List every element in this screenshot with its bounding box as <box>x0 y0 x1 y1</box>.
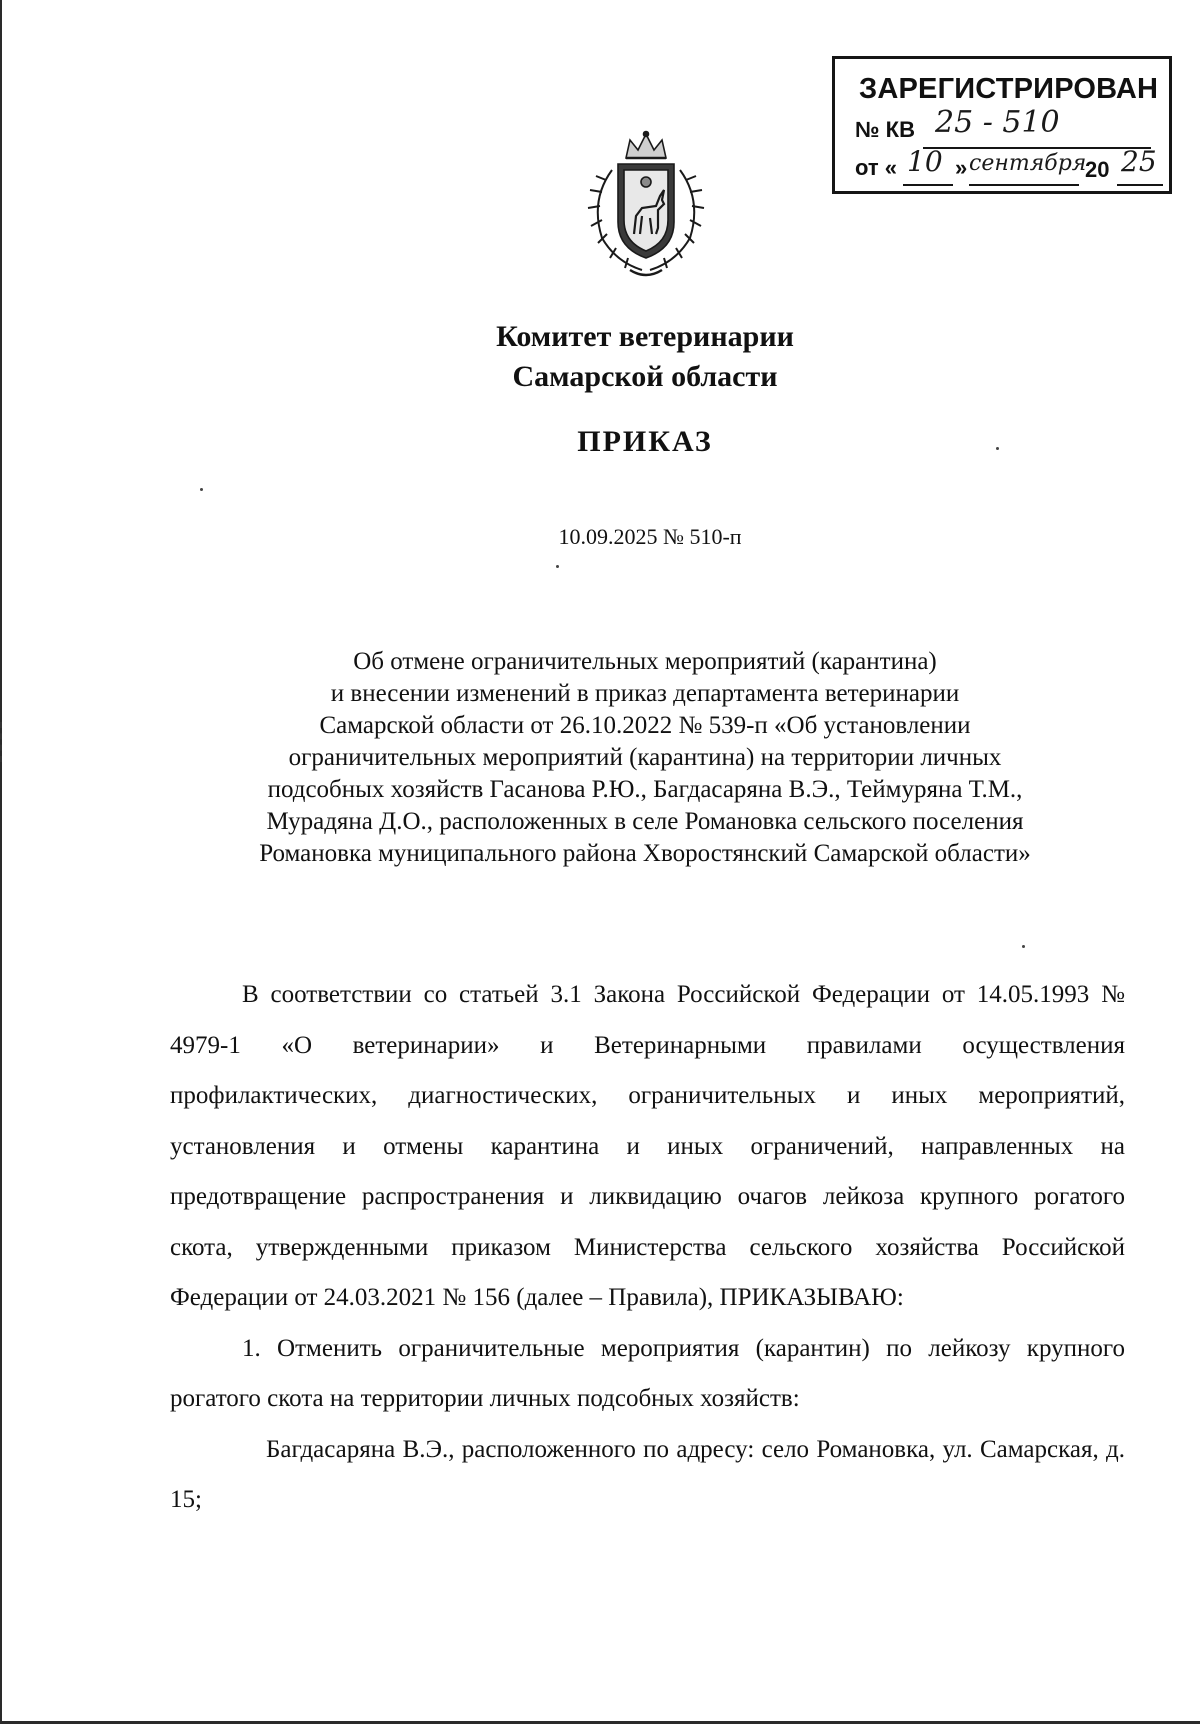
stamp-date-prefix: от « <box>855 155 898 180</box>
stamp-title: ЗАРЕГИСТРИРОВАН <box>859 73 1159 105</box>
order-body <box>170 970 1125 1526</box>
item-1-paragraph: 1. Отменить ограничительные мероприятия (карантин) по лейкозу крупного рогатого скота на территории личных подсобных хозяйств: <box>170 1334 1125 1412</box>
stamp-number-label: № КВ <box>855 117 915 142</box>
stamp-date-mid: » <box>955 155 968 180</box>
stamp-date-row <box>855 155 897 181</box>
subject-line: Мурадяна Д.О., расположенных в селе Романовка сельского поселения <box>266 808 1024 835</box>
order-subject <box>160 646 1130 870</box>
stamp-day-handwritten: 10 <box>907 145 943 178</box>
stamp-year-prefix: 20 <box>1085 157 1110 182</box>
stamp-number-line <box>923 147 1151 149</box>
stamp-month-line <box>969 184 1079 186</box>
subject-line: и внесении изменений в приказ департамента ветеринарии <box>330 680 960 707</box>
registration-stamp <box>832 56 1172 194</box>
scan-speck <box>1022 945 1025 948</box>
subject-line: Романовка муниципального района Хворостянский Самарской области» <box>259 840 1031 867</box>
scan-edge-left <box>0 0 2 1724</box>
stamp-year-handwritten: 25 <box>1121 145 1157 178</box>
punch-marks <box>0 722 6 762</box>
stamp-number-row <box>855 117 915 143</box>
subject-line: Об отмене ограничительных мероприятий (карантина) <box>353 648 937 675</box>
stamp-day-line <box>903 184 953 186</box>
scan-speck <box>996 447 999 450</box>
subject-line: ограничительных мероприятий (карантина) на территории личных <box>288 744 1002 771</box>
stamp-year-line <box>1117 184 1163 186</box>
organization-name-line1: Комитет ветеринарии <box>496 320 794 353</box>
document-type: ПРИКАЗ <box>577 425 713 458</box>
scan-speck <box>200 488 203 491</box>
stamp-number-handwritten: 25 - 510 <box>935 105 1060 140</box>
item-1-subitem: Багдасаряна В.Э., расположенного по адресу: село Романовка, ул. Самарская, д. 15; <box>170 1435 1125 1513</box>
subject-line: Самарской области от 26.10.2022 № 539-п «Об установлении <box>319 712 971 739</box>
stamp-month-handwritten: сентября <box>969 151 1087 176</box>
document-date-number: 10.09.2025 № 510-п <box>558 524 742 549</box>
scan-speck <box>556 565 559 568</box>
coat-of-arms-samara-icon <box>572 130 720 280</box>
subject-line: подсобных хозяйств Гасанова Р.Ю., Багдасаряна В.Э., Теймуряна Т.М., <box>267 776 1023 803</box>
preamble-paragraph: В соответствии со статьей 3.1 Закона Российской Федерации от 14.05.1993 № 4979-1 «О ветеринарии» и Ветеринарными правилами осуществления профилактических, диагностических, ограничительных и иных мероприятий, установления и отмены карантина и иных ограничений, направленных на предотвращение распространения и ликвидацию очагов лейкоза крупного рогатого скота, утвержденными приказом Министерства сельского хозяйства Российской Федерации от 24.03.2021 № 156 (далее – Правила), ПРИКАЗЫВАЮ: <box>170 981 1125 1311</box>
organization-name-line2: Самарской области <box>512 360 778 393</box>
